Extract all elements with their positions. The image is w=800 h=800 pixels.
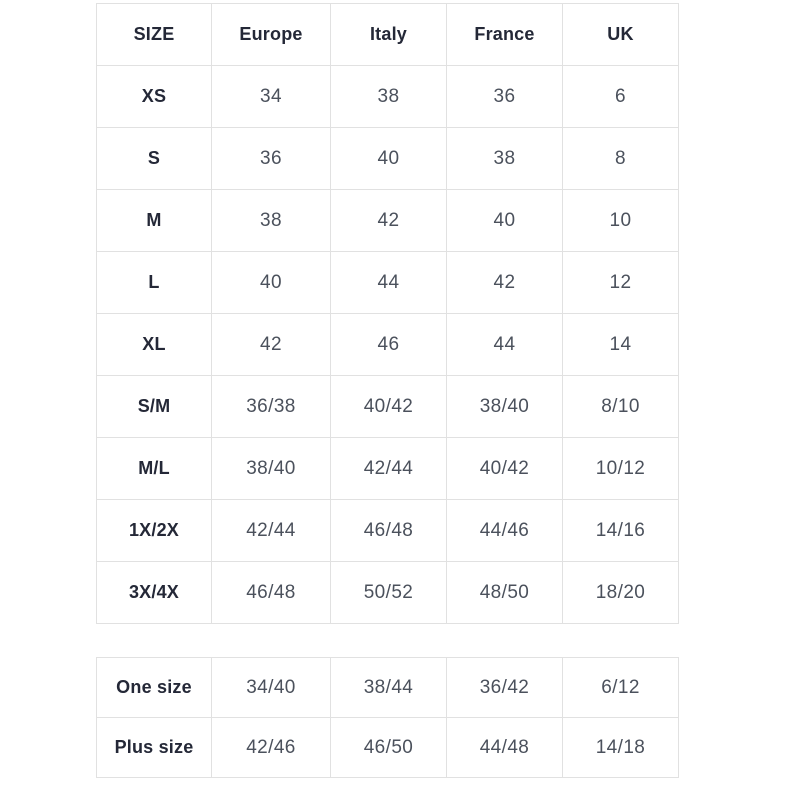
size-value-cell: 6/12 (563, 658, 679, 718)
size-label: XL (97, 314, 212, 376)
size-conversion-table (96, 3, 679, 624)
size-value-cell: 46/48 (331, 500, 447, 562)
size-row-s-m (97, 376, 679, 438)
size-value-cell: 18/20 (563, 562, 679, 624)
size-value-cell: 44/46 (447, 500, 563, 562)
size-row-m (97, 190, 679, 252)
size-value-cell: 6 (563, 66, 679, 128)
size-value-cell: 46/50 (331, 718, 447, 778)
size-label: One size (97, 658, 212, 718)
column-header-uk: UK (563, 4, 679, 66)
column-header-europe: Europe (212, 4, 331, 66)
size-value-cell: 14/16 (563, 500, 679, 562)
size-value-cell: 36 (212, 128, 331, 190)
size-value-cell: 38/44 (331, 658, 447, 718)
size-value-cell: 46/48 (212, 562, 331, 624)
size-value-cell: 14 (563, 314, 679, 376)
size-row-l (97, 252, 679, 314)
size-value-cell: 40 (447, 190, 563, 252)
size-value-cell: 10/12 (563, 438, 679, 500)
size-label: XS (97, 66, 212, 128)
size-value-cell: 44 (447, 314, 563, 376)
size-value-cell: 14/18 (563, 718, 679, 778)
size-label: S (97, 128, 212, 190)
size-value-cell: 42/46 (212, 718, 331, 778)
size-value-cell: 42 (331, 190, 447, 252)
size-row-xs (97, 66, 679, 128)
size-value-cell: 36/38 (212, 376, 331, 438)
size-value-cell: 40/42 (447, 438, 563, 500)
size-value-cell: 36 (447, 66, 563, 128)
size-value-cell: 38 (212, 190, 331, 252)
size-row-s (97, 128, 679, 190)
size-value-cell: 10 (563, 190, 679, 252)
size-value-cell: 34 (212, 66, 331, 128)
size-value-cell: 8/10 (563, 376, 679, 438)
size-label: 1X/2X (97, 500, 212, 562)
size-value-cell: 46 (331, 314, 447, 376)
size-value-cell: 34/40 (212, 658, 331, 718)
size-label: M (97, 190, 212, 252)
special-sizes-table (96, 657, 679, 778)
column-header-size: SIZE (97, 4, 212, 66)
header-row (97, 4, 679, 66)
size-row-m-l (97, 438, 679, 500)
size-value-cell: 38/40 (447, 376, 563, 438)
size-value-cell: 42 (447, 252, 563, 314)
size-value-cell: 44/48 (447, 718, 563, 778)
size-value-cell: 12 (563, 252, 679, 314)
size-value-cell: 36/42 (447, 658, 563, 718)
size-value-cell: 8 (563, 128, 679, 190)
column-header-france: France (447, 4, 563, 66)
size-value-cell: 50/52 (331, 562, 447, 624)
size-row-1x-2x (97, 500, 679, 562)
special-sizes-table-body (97, 658, 679, 778)
size-label: 3X/4X (97, 562, 212, 624)
size-value-cell: 44 (331, 252, 447, 314)
size-value-cell: 40 (331, 128, 447, 190)
size-label: Plus size (97, 718, 212, 778)
size-row-3x-4x (97, 562, 679, 624)
size-label: L (97, 252, 212, 314)
size-row-one-size (97, 658, 679, 718)
size-value-cell: 42/44 (212, 500, 331, 562)
size-label: M/L (97, 438, 212, 500)
size-value-cell: 42 (212, 314, 331, 376)
size-label: S/M (97, 376, 212, 438)
size-value-cell: 40 (212, 252, 331, 314)
column-header-italy: Italy (331, 4, 447, 66)
size-table-header (97, 4, 679, 66)
size-chart-section (96, 3, 678, 778)
size-value-cell: 38/40 (212, 438, 331, 500)
size-value-cell: 40/42 (331, 376, 447, 438)
size-value-cell: 38 (447, 128, 563, 190)
size-value-cell: 38 (331, 66, 447, 128)
size-row-xl (97, 314, 679, 376)
size-value-cell: 42/44 (331, 438, 447, 500)
size-value-cell: 48/50 (447, 562, 563, 624)
size-table-body (97, 66, 679, 624)
size-row-plus-size (97, 718, 679, 778)
